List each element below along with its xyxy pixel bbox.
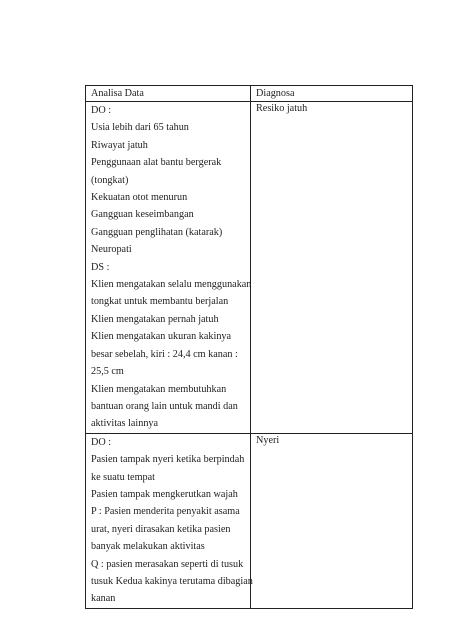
analisa-line: P : Pasien menderita penyakit asama	[91, 506, 240, 518]
analisa-line: Gangguan penglihatan (katarak)	[91, 226, 223, 238]
analisa-line: Klien mengatakan pernah jatuh	[91, 313, 219, 325]
analisa-line: DO :	[91, 105, 112, 116]
analisa-line: Gangguan keseimbangan	[91, 209, 194, 221]
analisa-line: Pasien tampak mengkerutkan wajah	[91, 488, 238, 500]
analisa-line: Klien mengatakan ukuran kakinya	[91, 331, 232, 343]
analisa-line: tusuk Kedua kakinya terutama dibagian	[91, 575, 253, 587]
analisa-line: Riwayat jatuh	[91, 139, 148, 151]
table-row	[86, 102, 413, 434]
analisa-line: Neuropati	[91, 244, 132, 256]
analisa-cell	[86, 433, 251, 608]
analisa-line: Pasien tampak nyeri ketika berpindah	[91, 454, 245, 466]
analisa-line: Klien mengatakan membutuhkan	[91, 383, 227, 395]
analisa-line: ke suatu tempat	[91, 471, 155, 483]
analisa-line: Q : pasien merasakan seperti di tusuk	[91, 558, 244, 570]
analisa-line: Penggunaan alat bantu bergerak	[91, 157, 222, 169]
header-diagnosa: Diagnosa	[251, 86, 413, 102]
analisa-line: 25,5 cm	[91, 366, 124, 378]
analisa-line: (tongkat)	[91, 174, 129, 186]
diagnosa-cell	[251, 433, 413, 608]
analisa-line: DS :	[91, 261, 110, 273]
analisa-line: Klien mengatakan selalu menggunakan	[91, 279, 252, 291]
diagnosa-cell	[251, 102, 413, 434]
diagnosa-text: Resiko jatuh	[256, 103, 308, 114]
analysis-table	[85, 85, 413, 609]
analisa-line: bantuan orang lain untuk mandi dan	[91, 400, 238, 412]
analisa-line: kanan	[91, 593, 116, 605]
analisa-line: aktivitas lainnya	[91, 418, 159, 430]
analisa-line: DO :	[91, 436, 112, 448]
analisa-cell	[86, 102, 251, 434]
diagnosa-text: Nyeri	[256, 434, 280, 446]
header-analisa-data: Analisa Data	[86, 86, 251, 102]
analisa-line: tongkat untuk membantu berjalan	[91, 296, 229, 308]
header-row	[86, 86, 413, 102]
analisa-line: Usia lebih dari 65 tahun	[91, 122, 189, 134]
analisa-line: urat, nyeri dirasakan ketika pasien	[91, 523, 231, 535]
analisa-line: besar sebelah, kiri : 24,4 cm kanan :	[91, 348, 238, 360]
table-row	[86, 433, 413, 608]
analisa-line: banyak melakukan aktivitas	[91, 541, 205, 553]
analisa-line: Kekuatan otot menurun	[91, 192, 188, 204]
